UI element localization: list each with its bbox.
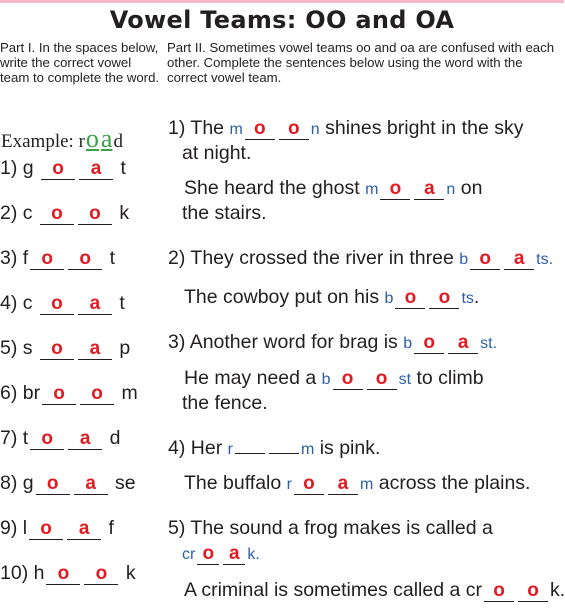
answer-blank[interactable]: a (328, 474, 358, 495)
answer-blank[interactable]: o (40, 204, 74, 225)
answer-blank[interactable]: a (448, 333, 478, 354)
answer-blank[interactable]: o (84, 564, 118, 585)
answer-blank[interactable]: a (78, 294, 112, 315)
answer-blank[interactable]: o (470, 249, 500, 270)
answer-blank[interactable]: a (78, 339, 112, 360)
example-label: Example: (1, 131, 74, 152)
answer-blank[interactable]: a (79, 159, 113, 180)
answer-blank[interactable]: o (42, 384, 76, 405)
answer-blank[interactable]: o (46, 564, 80, 585)
part2-sentence: He may need a b o o st to climb (184, 367, 484, 389)
answer-blank[interactable]: o (414, 333, 444, 354)
part1-item: 5) s o a p (0, 337, 131, 359)
part1-item: 8) g o a se (0, 472, 136, 494)
part2-sentence: 3) Another word for brag is b o a st. (168, 331, 498, 353)
part1-item: 2) c o o k (0, 202, 130, 224)
answer-blank[interactable]: o (29, 519, 63, 540)
answer-blank[interactable]: a (74, 474, 108, 495)
part2-sentence: 5) The sound a frog makes is called a (168, 517, 493, 539)
part2-sentence: 1) The m o o n shines bright in the sky (168, 117, 524, 139)
part1-item: 3) f o o t (0, 247, 116, 269)
top-accent-line (0, 0, 564, 3)
part1-item: 6) br o o m (0, 382, 138, 404)
example-letter-2: a (100, 124, 113, 153)
answer-blank[interactable] (235, 453, 265, 454)
page-title: Vowel Teams: OO and OA (109, 6, 455, 34)
answer-blank[interactable]: o (41, 159, 75, 180)
example-post: d (113, 131, 123, 152)
answer-blank[interactable]: o (279, 119, 309, 140)
answer-blank[interactable]: o (380, 179, 410, 200)
example-letter-1: o (85, 124, 99, 153)
part2-instructions: Part II. Sometimes vowel teams oo and oa are confused with each other. Complete the sentences below using the word with the correct vowel team. (167, 40, 555, 85)
example-pre: r (78, 131, 85, 152)
answer-blank[interactable]: o (395, 288, 425, 309)
answer-blank[interactable]: o (294, 474, 324, 495)
part2-sentence: 2) They crossed the river in three b o a ts. (168, 247, 554, 269)
part2-sentence-cont: at night. (182, 142, 252, 164)
part2-sentence: The buffalo r o a m across the plains. (184, 472, 531, 494)
part1-item: 7) t o a d (0, 427, 121, 449)
answer-blank[interactable]: a (414, 179, 444, 200)
answer-blank[interactable]: o (245, 119, 275, 140)
example-line (1, 124, 123, 154)
part2-sentence-cont: cr o a k. (182, 543, 260, 564)
answer-blank[interactable]: o (484, 581, 514, 602)
part2-sentence-cont: the fence. (182, 392, 268, 414)
part2-sentence: A criminal is sometimes called a cr o o k. (184, 579, 565, 601)
answer-blank[interactable]: o (30, 249, 64, 270)
answer-blank[interactable]: o (36, 474, 70, 495)
answer-blank[interactable]: o (197, 544, 219, 565)
part1-item: 1) g o a t (0, 157, 126, 179)
answer-blank[interactable]: o (429, 288, 459, 309)
answer-blank[interactable]: o (30, 429, 64, 450)
part1-instructions: Part I. In the spaces below, write the correct vowel team to complete the word. (0, 40, 160, 85)
answer-blank[interactable]: a (68, 429, 102, 450)
answer-blank[interactable] (269, 453, 299, 454)
answer-blank[interactable]: o (333, 369, 363, 390)
part1-item: 4) c o a t (0, 292, 125, 314)
part1-item: 10) h o o k (0, 562, 136, 584)
answer-blank[interactable]: o (367, 369, 397, 390)
answer-blank[interactable]: o (40, 339, 74, 360)
answer-blank[interactable]: a (504, 249, 534, 270)
part2-sentence: She heard the ghost m o a n on (184, 177, 483, 199)
part2-sentence: 4) Her r m is pink. (168, 437, 381, 459)
part2-sentence-cont: the stairs. (182, 202, 267, 224)
answer-blank[interactable]: o (68, 249, 102, 270)
answer-blank[interactable]: a (67, 519, 101, 540)
answer-blank[interactable]: o (80, 384, 114, 405)
answer-blank[interactable]: o (40, 294, 74, 315)
part1-item: 9) l o a f (0, 517, 114, 539)
part2-sentence: The cowboy put on his b o o ts. (184, 286, 480, 308)
answer-blank[interactable]: o (78, 204, 112, 225)
answer-blank[interactable]: a (223, 544, 245, 565)
answer-blank[interactable]: o (518, 581, 548, 602)
